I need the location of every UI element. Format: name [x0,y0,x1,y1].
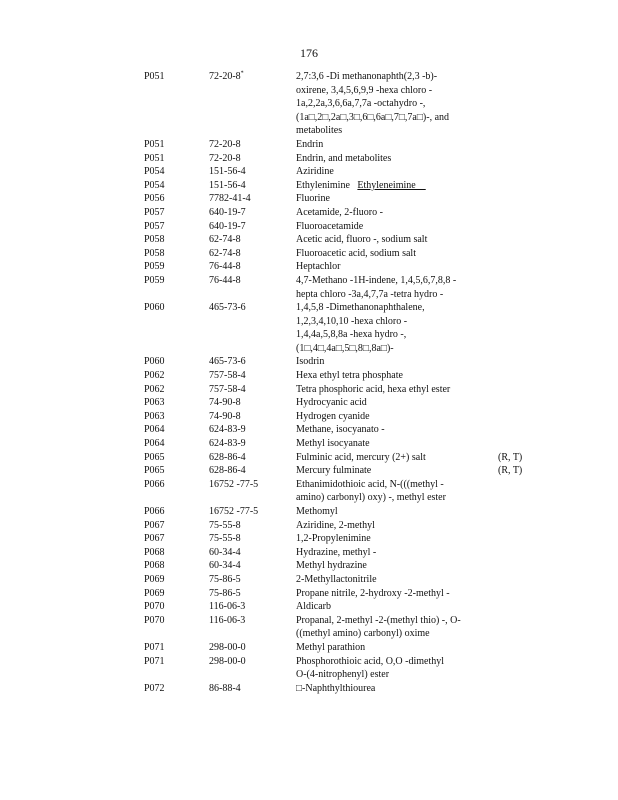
cas-number [209,152,296,166]
substance-name-text: Acetamide, 2-fluoro - [296,206,383,218]
substance-name-line [296,84,498,98]
hazardous-waste-code: P051 [144,152,165,164]
substance-name-line [296,423,498,437]
substance-name-line [296,288,498,302]
substance-name-text: oxirene, 3,4,5,6,9,9 -hexa chloro - [296,84,433,96]
list-item [144,573,554,587]
cas-number [209,532,296,546]
hazardous-waste-code: P054 [144,166,165,178]
hazardous-waste-code: P051 [144,138,165,150]
hazardous-waste-code: P069 [144,587,165,599]
list-item [144,355,554,369]
hazardous-waste-code: P064 [144,438,165,450]
cas-number [209,478,296,492]
hazardous-waste-code: P057 [144,220,165,232]
substance-name-line [296,410,498,424]
footnote-mark: * [240,70,244,77]
substance-name-text: (1□,4□,4a□,5□,8□,8a□)- [296,342,394,354]
substance-name-line [296,355,498,369]
cas-number [209,437,296,451]
substance-name-line [296,369,498,383]
substance-name-line [296,668,498,682]
cas-number-text: 624-83-9 [209,438,246,450]
list-item [144,641,554,655]
list-item [144,192,554,206]
cas-number [209,220,296,234]
hazardous-waste-code: P063 [144,397,165,409]
list-item [144,179,554,193]
list-item [144,165,554,179]
list-item [144,233,554,247]
substance-name-line [296,682,498,696]
substance-name-text: Hexa ethyl tetra phosphate [296,370,403,382]
substance-name-text: Endrin, and metabolites [296,152,392,164]
substance-name [296,355,498,369]
hazardous-waste-code: P065 [144,451,165,463]
substance-name-text: metabolites [296,125,343,137]
hazardous-waste-code: P059 [144,274,165,286]
substance-name [296,573,498,587]
substance-name-line [296,328,498,342]
substance-name-line [296,451,498,465]
substance-name-text: Aziridine, 2-methyl [296,519,375,531]
list-item [144,70,554,138]
list-item [144,532,554,546]
cas-number [209,274,296,288]
substance-name-line [296,600,498,614]
cas-number-text: 72-20-8 [209,71,241,82]
cas-number [209,410,296,424]
substance-name-line [296,138,498,152]
list-item [144,396,554,410]
substance-name-text: amino) carbonyl) oxy) -, methyl ester [296,492,446,504]
substance-name-text: Isodrin [296,356,325,368]
substance-name-text: Fulminic acid, mercury (2+) salt [296,451,426,463]
cas-number [209,587,296,601]
cas-number-text: 298-00-0 [209,655,246,667]
list-item [144,247,554,261]
substance-name [296,396,498,410]
list-item [144,600,554,614]
list-item [144,451,554,465]
list-item [144,138,554,152]
cas-number [209,464,296,478]
cas-number [209,451,296,465]
cas-number-text: 298-00-0 [209,641,246,653]
cas-number-text: 151-56-4 [209,166,246,178]
substance-name [296,437,498,451]
list-item [144,274,554,301]
hazardous-waste-code: P070 [144,601,165,613]
substance-name-line [296,179,498,193]
substance-name [296,152,498,166]
list-item [144,655,554,682]
cas-number-text: 151-56-4 [209,179,246,191]
list-item [144,478,554,505]
hazardous-waste-code: P063 [144,410,165,422]
substance-name-line [296,206,498,220]
substance-name [296,383,498,397]
cas-number-text: 757-58-4 [209,383,246,395]
substance-name [296,70,498,138]
hazard-code: (R, T) [498,465,523,477]
substance-name-text: Propanal, 2-methyl -2-(methyl thio) -, O- [296,614,461,626]
cas-number [209,655,296,669]
substance-name [296,559,498,573]
substance-name [296,505,498,519]
cas-number [209,519,296,533]
substance-name-text: Aldicarb [296,601,331,613]
substance-name-line [296,165,498,179]
substance-name-line [296,383,498,397]
substance-name-text: Ethylenimine [296,179,350,191]
list-item [144,519,554,533]
substance-name [296,220,498,234]
cas-number-text: 16752 -77-5 [209,506,259,517]
cas-number [209,559,296,573]
substance-name [296,451,498,465]
cas-number-text: 60-34-4 [209,560,241,572]
hazardous-waste-code: P057 [144,206,165,218]
substance-name-text: 1a,2,2a,3,6,6a,7,7a -octahydro -, [296,98,426,110]
cas-number-text: 75-55-8 [209,533,241,545]
substance-name-line [296,111,498,125]
cas-number [209,206,296,220]
substance-name-text: Ethanimidothioic acid, N-(((methyl - [296,478,444,490]
list-item [144,437,554,451]
cas-number [209,165,296,179]
cas-number-text: 628-86-4 [209,465,246,477]
hazardous-waste-code: P068 [144,560,165,572]
list-item [144,383,554,397]
substance-name [296,233,498,247]
substance-name-line [296,478,498,492]
cas-number-text: 624-83-9 [209,424,246,436]
cas-number-text: 74-90-8 [209,410,241,422]
cas-number-text: 86-88-4 [209,682,241,694]
substance-name-text: Hydrazine, methyl - [296,546,377,558]
cas-number-text: 75-86-5 [209,587,241,599]
substance-name-line [296,233,498,247]
substance-name-text: Methyl isocyanate [296,438,370,450]
substance-name-text: ((methyl amino) carbonyl) oxime [296,628,430,640]
substance-name-line [296,614,498,628]
list-item [144,682,554,696]
substance-name-line [296,627,498,641]
substance-name-text: Acetic acid, fluoro -, sodium salt [296,234,428,246]
list-item [144,559,554,573]
substance-name-line [296,152,498,166]
substance-name-line [296,396,498,410]
cas-number-text: 60-34-4 [209,546,241,558]
substance-name-text: hepta chloro -3a,4,7,7a -tetra hydro - [296,288,444,300]
cas-number [209,614,296,628]
substance-name-text: Heptachlor [296,261,341,273]
substance-name-text: Endrin [296,138,324,150]
hazardous-waste-code: P060 [144,356,165,368]
substance-name-line [296,532,498,546]
substance-name-text: 4,7-Methano -1H-indene, 1,4,5,6,7,8,8 - [296,274,457,286]
substance-name [296,641,498,655]
substance-name [296,410,498,424]
substance-name [296,247,498,261]
hazardous-waste-code: P071 [144,641,165,653]
list-item [144,260,554,274]
substance-name [296,369,498,383]
substance-name [296,165,498,179]
hazard-code: (R, T) [498,451,523,463]
substance-name-text: O-(4-nitrophenyl) ester [296,669,390,681]
substance-name-text: Methyl parathion [296,641,366,653]
substance-name-line [296,573,498,587]
substance-name [296,614,498,641]
hazardous-waste-code: P056 [144,193,165,205]
substance-name-line [296,641,498,655]
list-item [144,464,554,478]
substance-name-text: Hydrogen cyanide [296,410,370,422]
list-item [144,152,554,166]
substance-name-line [296,247,498,261]
hazardous-waste-code: P058 [144,234,165,246]
cas-number-text: 75-55-8 [209,519,241,531]
list-item [144,614,554,641]
list-item [144,505,554,519]
substance-name [296,138,498,152]
substance-name-text: Phosphorothioic acid, O,O -dimethyl [296,655,445,667]
cas-number [209,546,296,560]
substance-name-text: Methyl hydrazine [296,560,367,572]
substance-name-line [296,464,498,478]
substance-name [296,179,498,193]
substance-name [296,587,498,601]
substance-name-text: Methane, isocyanato - [296,424,385,436]
cas-number [209,383,296,397]
substance-name [296,423,498,437]
cas-number-text: 116-06-3 [209,614,246,626]
substance-name-line [296,546,498,560]
substance-name-line [296,559,498,573]
cas-number-text: 640-19-7 [209,220,246,232]
substance-name-line [296,519,498,533]
substance-name-line [296,342,498,356]
substance-name-line [296,315,498,329]
substance-name [296,464,498,478]
substance-name-text: Propane nitrile, 2-hydroxy -2-methyl - [296,587,450,599]
cas-number-text: 640-19-7 [209,206,246,218]
cas-number [209,682,296,696]
substance-name [296,532,498,546]
substance-name [296,682,498,696]
substance-name [296,274,498,301]
substance-name-text: Fluorine [296,193,330,205]
substance-name-text: Tetra phosphoric acid, hexa ethyl ester [296,383,451,395]
substance-name-line [296,124,498,138]
substance-name-line [296,655,498,669]
substance-name-line [296,491,498,505]
hazardous-waste-code: P067 [144,533,165,545]
list-item [144,301,554,355]
substance-name-line [296,437,498,451]
list-item [144,546,554,560]
page-number: 176 [300,46,318,60]
cas-number-text: 116-06-3 [209,601,246,613]
substance-name-text: Aziridine [296,166,334,178]
hazardous-waste-code: P071 [144,655,165,667]
cas-number-text: 465-73-6 [209,356,246,368]
hazardous-waste-code: P054 [144,179,165,191]
hazardous-waste-code: P069 [144,573,165,585]
cas-number [209,505,296,519]
substance-name-text: □-Naphthylthiourea [296,682,376,694]
cas-number [209,138,296,152]
substance-name-line [296,301,498,315]
cas-number [209,247,296,261]
substance-name-line [296,274,498,288]
substance-name-text: 2,7:3,6 -Di methanonaphth(2,3 -b)- [296,71,438,82]
cas-number-text: 628-86-4 [209,451,246,463]
cas-number [209,423,296,437]
substance-name-text: Mercury fulminate [296,465,372,477]
struck-alternate-name: Ethyleneimine [357,179,426,191]
hazardous-waste-code: P065 [144,465,165,477]
cas-number [209,396,296,410]
cas-number-text: 72-20-8 [209,152,241,164]
cas-number [209,369,296,383]
cas-number [209,192,296,206]
cas-number-text: 72-20-8 [209,138,241,150]
hazardous-waste-code: P068 [144,546,165,558]
substance-name [296,192,498,206]
hazardous-waste-code: P070 [144,614,165,626]
hazardous-waste-code: P062 [144,383,165,395]
hazardous-waste-code: P058 [144,247,165,259]
list-item [144,587,554,601]
cas-number-text: 16752 -77-5 [209,478,259,490]
cas-number-text: 74-90-8 [209,397,241,409]
list-item [144,410,554,424]
hazardous-waste-code: P060 [144,302,165,314]
hazardous-waste-code: P062 [144,370,165,382]
substance-name-line [296,260,498,274]
substance-name-text: 1,4,5,8 -Dimethanonaphthalene, [296,302,425,314]
hazardous-waste-code: P066 [144,478,165,490]
cas-number [209,179,296,193]
substance-name [296,519,498,533]
substance-name-text: (1a□,2□,2a□,3□,6□,6a□,7□,7a□)-, and [296,111,450,123]
cas-number [209,573,296,587]
hazardous-waste-code: P064 [144,424,165,436]
cas-number [209,260,296,274]
substance-name [296,546,498,560]
list-item [144,423,554,437]
list-item [144,369,554,383]
cas-number-text: 76-44-8 [209,261,241,273]
hazardous-waste-code: P051 [144,71,165,82]
cas-number-text: 75-86-5 [209,573,241,585]
list-item [144,220,554,234]
substance-name-text: 2-Methyllactonitrile [296,573,377,585]
hazardous-waste-code: P067 [144,519,165,531]
cas-number [209,641,296,655]
substance-name-line [296,220,498,234]
cas-number [209,70,296,84]
cas-number-text: 62-74-8 [209,234,241,246]
hazardous-waste-list [144,70,554,695]
substance-name-text: Hydrocyanic acid [296,397,367,409]
substance-name [296,600,498,614]
substance-name-line [296,192,498,206]
substance-name-text: 1,2,3,4,10,10 -hexa chloro - [296,315,408,327]
substance-name [296,206,498,220]
cas-number-text: 757-58-4 [209,370,246,382]
substance-name-text: Fluoroacetic acid, sodium salt [296,247,416,259]
cas-number-text: 465-73-6 [209,302,246,314]
substance-name-line [296,70,498,84]
cas-number-text: 76-44-8 [209,274,241,286]
substance-name [296,478,498,505]
cas-number [209,233,296,247]
substance-name-text: 1,2-Propylenimine [296,533,371,545]
list-item [144,206,554,220]
hazardous-waste-code: P066 [144,506,165,517]
substance-name-text: Methomyl [296,506,338,517]
hazardous-waste-code: P072 [144,682,165,694]
substance-name [296,301,498,355]
cas-number [209,301,296,315]
cas-number-text: 7782-41-4 [209,193,251,205]
cas-number [209,355,296,369]
substance-name-text: Fluoroacetamide [296,220,364,232]
substance-name [296,260,498,274]
substance-name-line [296,505,498,519]
cas-number [209,600,296,614]
substance-name-line [296,587,498,601]
substance-name-line [296,97,498,111]
substance-name [296,655,498,682]
cas-number-text: 62-74-8 [209,247,241,259]
hazardous-waste-code: P059 [144,261,165,273]
substance-name-text: 1,4,4a,5,8,8a -hexa hydro -, [296,329,407,341]
